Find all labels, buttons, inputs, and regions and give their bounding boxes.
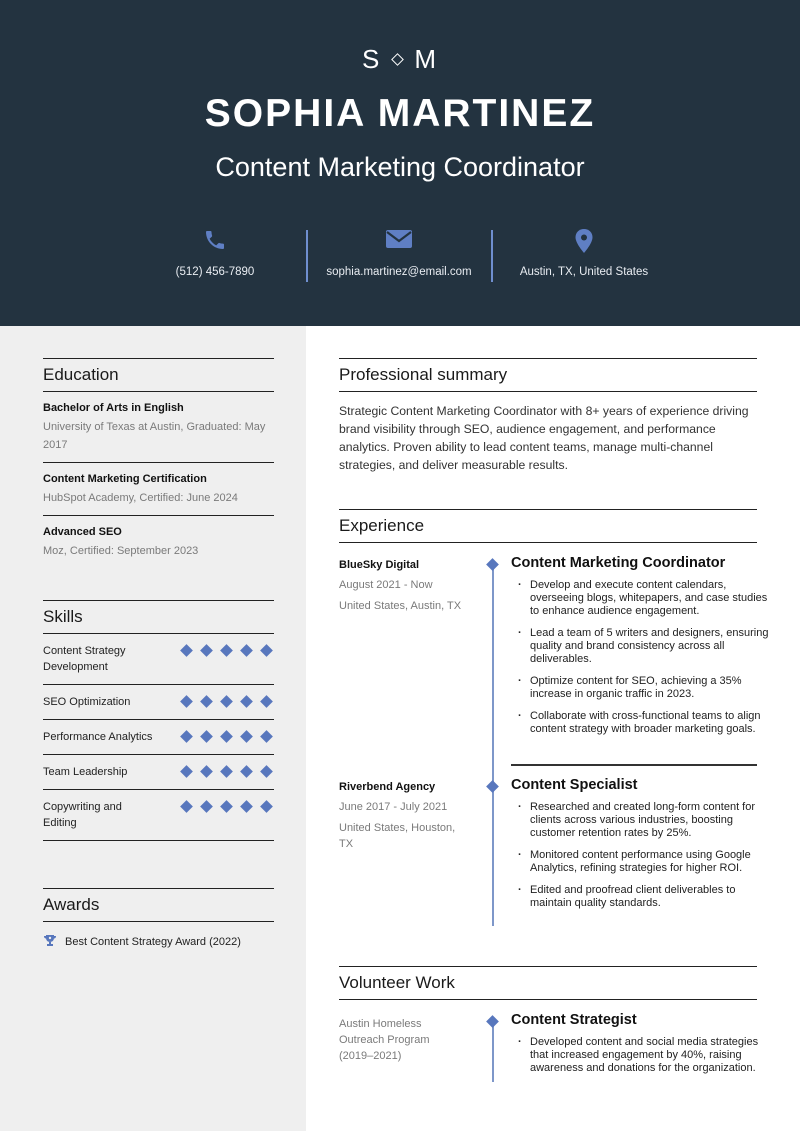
contact-phone (165, 228, 265, 278)
education-item (43, 463, 274, 516)
timeline-line (492, 568, 494, 926)
award-text: Best Content Strategy Award (2022) (65, 936, 241, 948)
skill-label: Copywriting and Editing (43, 801, 122, 829)
rating-diamond-icon (260, 695, 273, 708)
skill-row (43, 685, 274, 720)
job-location: United States, Houston, TX (339, 822, 456, 850)
degree-title: Content Marketing Certification (43, 473, 207, 485)
rating-diamond-icon (200, 695, 213, 708)
monogram (0, 44, 800, 75)
job-role: Content Marketing Coordinator (511, 555, 726, 571)
job-bullet: · Develop and execute content calendars, overseeing blogs, whitepapers, and case studies to enhance audience engagement. (511, 579, 769, 618)
rating-diamond-icon (260, 644, 273, 657)
skill-rating (182, 764, 274, 776)
experience-section (339, 509, 757, 543)
rating-diamond-icon (180, 765, 193, 778)
degree-detail: HubSpot Academy, Certified: June 2024 (43, 492, 238, 504)
map-pin-icon (510, 228, 658, 258)
location: Austin, TX, United States (519, 266, 649, 278)
candidate-name: SOPHIA MARTINEZ (204, 92, 596, 135)
timeline-diamond-icon (486, 1015, 499, 1028)
rating-diamond-icon (240, 800, 253, 813)
volunteer-section (339, 966, 757, 1000)
rating-diamond-icon (240, 765, 253, 778)
job-bullet: · Lead a team of 5 writers and designers, ensuring quality and brand consistency across all deliverables. (511, 627, 769, 666)
degree-title: Advanced SEO (43, 526, 122, 538)
skill-label: Team Leadership (43, 766, 128, 778)
rating-diamond-icon (200, 765, 213, 778)
section-title: Education (43, 358, 274, 392)
skill-label: Performance Analytics (43, 731, 153, 743)
resume-header (0, 0, 800, 326)
rating-diamond-icon (200, 800, 213, 813)
rating-diamond-icon (220, 765, 233, 778)
skill-label: Content Strategy Development (43, 645, 126, 673)
contact-divider (491, 230, 493, 282)
phone-icon (165, 228, 265, 258)
rating-diamond-icon (180, 695, 193, 708)
education-item (43, 516, 274, 568)
job-dates: August 2021 - Now (339, 579, 433, 591)
monogram-initial-last: M (414, 44, 438, 74)
trophy-icon (43, 934, 57, 950)
email-address[interactable]: sophia.martinez@email.com (326, 266, 472, 278)
skill-row (43, 755, 274, 790)
timeline-diamond-icon (486, 558, 499, 571)
skill-rating (182, 694, 274, 706)
rating-diamond-icon (180, 644, 193, 657)
contact-location (510, 228, 658, 278)
job-role: Content Specialist (511, 777, 638, 793)
volunteer-organization: Austin Homeless Outreach Program (2019–2021) (339, 1018, 430, 1062)
section-title: Awards (43, 888, 274, 922)
education-section (43, 358, 274, 568)
contact-divider (306, 230, 308, 282)
rating-diamond-icon (200, 730, 213, 743)
skills-section (43, 600, 274, 841)
company-name: Riverbend Agency (339, 781, 436, 793)
rating-diamond-icon (180, 730, 193, 743)
job-bullet: · Collaborate with cross-functional teams to align content strategy with broader marketing goals. (511, 710, 769, 736)
job-bullets (511, 579, 769, 736)
rating-diamond-icon (220, 730, 233, 743)
contact-email (314, 228, 484, 278)
rating-diamond-icon (180, 800, 193, 813)
job-bullet: · Researched and created long-form content for clients across various industries, boosting customer retention rates by 25%. (511, 801, 769, 840)
volunteer-details (511, 1012, 769, 1084)
rating-diamond-icon (260, 765, 273, 778)
skill-rating (182, 729, 274, 741)
rating-diamond-icon (240, 695, 253, 708)
degree-detail: University of Texas at Austin, Graduated: May 2017 (43, 421, 266, 451)
rating-diamond-icon (200, 644, 213, 657)
volunteer-meta (339, 1016, 459, 1064)
skill-row (43, 720, 274, 755)
rating-diamond-icon (260, 800, 273, 813)
timeline-line (492, 1026, 494, 1082)
envelope-icon (314, 228, 484, 258)
rating-diamond-icon (240, 730, 253, 743)
skill-row (43, 790, 274, 841)
rating-diamond-icon (220, 644, 233, 657)
degree-detail: Moz, Certified: September 2023 (43, 545, 199, 557)
job-details (511, 777, 769, 919)
rating-diamond-icon (220, 800, 233, 813)
job-bullet: · Optimize content for SEO, achieving a 35% increase in organic traffic in 2023. (511, 675, 769, 701)
skill-row (43, 634, 274, 685)
job-bullet: · Monitored content performance using Google Analytics, refining strategies for higher ROI. (511, 849, 769, 875)
job-meta (339, 559, 479, 614)
summary-section (339, 358, 757, 474)
contact-bar (0, 228, 800, 284)
sidebar (0, 326, 306, 1131)
skill-rating (182, 799, 274, 811)
awards-section (43, 888, 274, 950)
job-dates: June 2017 - July 2021 (339, 801, 448, 813)
candidate-title: Content Marketing Coordinator (215, 152, 585, 182)
job-divider (511, 764, 757, 766)
job-bullets (511, 801, 769, 910)
volunteer-bullets (511, 1036, 769, 1075)
phone-number[interactable]: (512) 456-7890 (175, 266, 255, 278)
award-item (43, 922, 274, 950)
rating-diamond-icon (240, 644, 253, 657)
job-meta (339, 781, 479, 852)
monogram-initial-first: S (361, 44, 382, 74)
skill-label: SEO Optimization (43, 696, 131, 708)
section-title: Experience (339, 509, 757, 543)
summary-text: Strategic Content Marketing Coordinator with 8+ years of experience driving brand visibility through SEO, audience engagement, and performance analytics. Proven ability to lead content teams, manage multi-channel strategies, and deliver measurable results. (339, 404, 749, 472)
volunteer-bullet: · Developed content and social media strategies that increased engagement by 40%, raising awareness and donations for the organization. (511, 1036, 769, 1075)
education-item (43, 392, 274, 463)
section-title: Skills (43, 600, 274, 634)
degree-title: Bachelor of Arts in English (43, 402, 184, 414)
rating-diamond-icon (260, 730, 273, 743)
job-bullet: · Edited and proofread client deliverables to maintain quality standards. (511, 884, 769, 910)
section-title: Volunteer Work (339, 966, 757, 1000)
skill-rating (182, 643, 274, 655)
diamond-icon (391, 53, 404, 66)
company-name: BlueSky Digital (339, 559, 420, 571)
job-location: United States, Austin, TX (339, 600, 462, 612)
volunteer-role: Content Strategist (511, 1012, 637, 1028)
timeline-diamond-icon (486, 780, 499, 793)
rating-diamond-icon (220, 695, 233, 708)
section-title: Professional summary (339, 358, 757, 392)
job-details (511, 555, 769, 745)
